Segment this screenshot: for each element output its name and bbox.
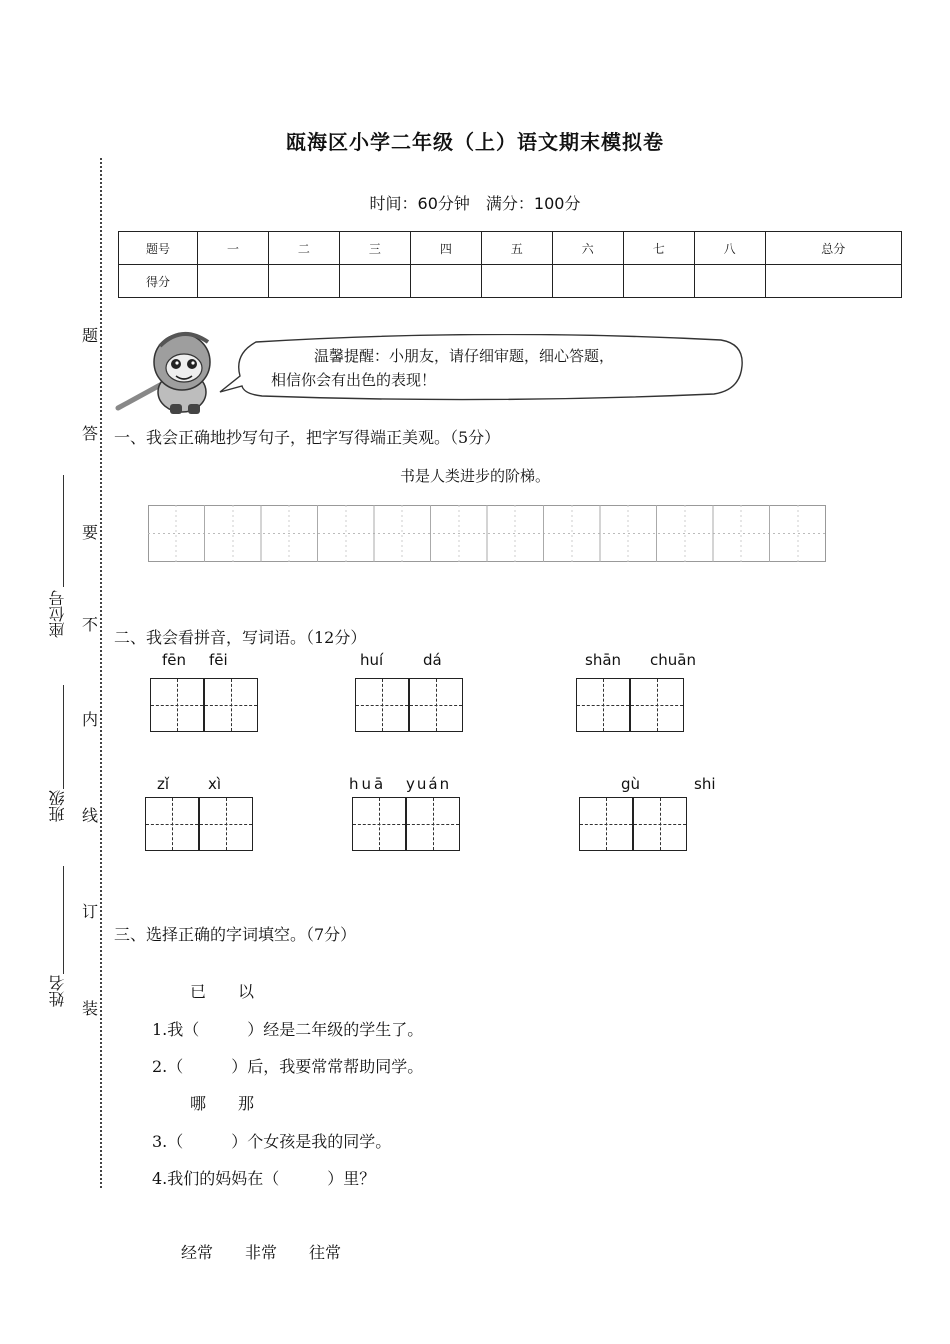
fill-blank-question[interactable]: 3.（ ）个女孩是我的同学。 [152, 1132, 392, 1151]
table-header-cell: 总分 [765, 232, 901, 265]
binding-char: 订 [82, 902, 99, 921]
copy-sentence: 书是人类进步的阶梯。 [399, 467, 550, 485]
binding-char: 答 [82, 424, 99, 443]
tip-line-1: 温馨提醒：小朋友，请仔细审题，细心答题， [314, 347, 615, 365]
tian-grid-box[interactable] [633, 797, 687, 851]
binding-char: 题 [82, 326, 99, 345]
section-3-heading: 三、选择正确的字词填空。（7分） [114, 925, 357, 944]
pinyin: dá [423, 651, 442, 669]
monkey-mascot-icon [112, 320, 232, 422]
fill-blank-question[interactable]: 2.（ ）后，我要常常帮助同学。 [152, 1057, 424, 1076]
class-label: 班级 [48, 790, 67, 822]
table-header-cell: 二 [268, 232, 339, 265]
score-cell[interactable] [694, 265, 765, 298]
pinyin: huā [349, 775, 387, 793]
tian-grid-box[interactable] [630, 678, 684, 732]
tian-grid-box[interactable] [145, 797, 199, 851]
table-header-cell: 题号 [119, 232, 198, 265]
pinyin: fēn [162, 651, 187, 669]
table-header-cell: 七 [623, 232, 694, 265]
tian-grid-box[interactable] [352, 797, 406, 851]
tian-grid-box[interactable] [576, 678, 630, 732]
pinyin: fēi [209, 651, 228, 669]
score-cell[interactable] [765, 265, 901, 298]
table-header-cell: 五 [481, 232, 552, 265]
binding-char: 装 [82, 999, 99, 1018]
table-header-cell: 八 [694, 232, 765, 265]
binding-char: 不 [82, 615, 99, 634]
name-line[interactable] [63, 866, 64, 974]
pinyin: huí [360, 651, 384, 669]
seat-number-line[interactable] [63, 475, 64, 587]
fill-blank-question[interactable]: 1.我（ ）经是二年级的学生了。 [152, 1020, 424, 1039]
binding-char: 内 [82, 710, 99, 729]
word-choices: 经常 非常 往常 [181, 1243, 342, 1262]
score-table-header-row [119, 232, 902, 265]
tian-grid-box[interactable] [409, 678, 463, 732]
tian-grid-box[interactable] [199, 797, 253, 851]
tian-grid-box[interactable] [579, 797, 633, 851]
binding-char: 要 [82, 523, 99, 542]
pinyin: shi [694, 775, 716, 793]
score-cell[interactable] [268, 265, 339, 298]
tip-line-2: 相信你会有出色的表现！ [271, 371, 437, 389]
score-table-score-row [119, 265, 902, 298]
seat-number-label: 座位号 [48, 590, 67, 638]
class-line[interactable] [63, 685, 64, 789]
score-cell[interactable] [198, 265, 269, 298]
score-cell[interactable] [623, 265, 694, 298]
score-table [118, 231, 902, 298]
pinyin: zǐ [157, 775, 170, 793]
page-title: 瓯海区小学二年级（上）语文期末模拟卷 [286, 130, 664, 154]
score-cell[interactable] [410, 265, 481, 298]
section-1-heading: 一、我会正确地抄写句子，把字写得端正美观。（5分） [114, 428, 501, 447]
score-cell[interactable] [481, 265, 552, 298]
table-header-cell: 一 [198, 232, 269, 265]
table-header-cell: 三 [339, 232, 410, 265]
name-label: 姓名 [48, 975, 67, 1007]
section-2-heading: 二、我会看拼音，写词语。（12分） [114, 628, 367, 647]
score-cell[interactable] [552, 265, 623, 298]
word-choices: 哪 那 [190, 1094, 255, 1113]
pinyin: yuán [406, 775, 452, 793]
word-choices: 已 以 [190, 982, 255, 1001]
table-header-cell: 六 [552, 232, 623, 265]
fill-blank-question[interactable]: 4.我们的妈妈在（ ）里？ [152, 1169, 376, 1188]
binding-dotted-line [100, 158, 102, 1188]
table-row-label: 得分 [119, 265, 198, 298]
tian-grid-box[interactable] [355, 678, 409, 732]
tian-grid-box[interactable] [150, 678, 204, 732]
exam-info: 时间：60分钟 满分：100分 [369, 194, 581, 213]
tian-grid-box[interactable] [406, 797, 460, 851]
score-cell[interactable] [339, 265, 410, 298]
writing-grid[interactable] [148, 505, 827, 563]
pinyin: gù [621, 775, 641, 793]
table-header-cell: 四 [410, 232, 481, 265]
binding-char: 线 [82, 806, 99, 825]
pinyin: xì [208, 775, 222, 793]
pinyin: chuān [650, 651, 696, 669]
tian-grid-box[interactable] [204, 678, 258, 732]
pinyin: shān [585, 651, 622, 669]
